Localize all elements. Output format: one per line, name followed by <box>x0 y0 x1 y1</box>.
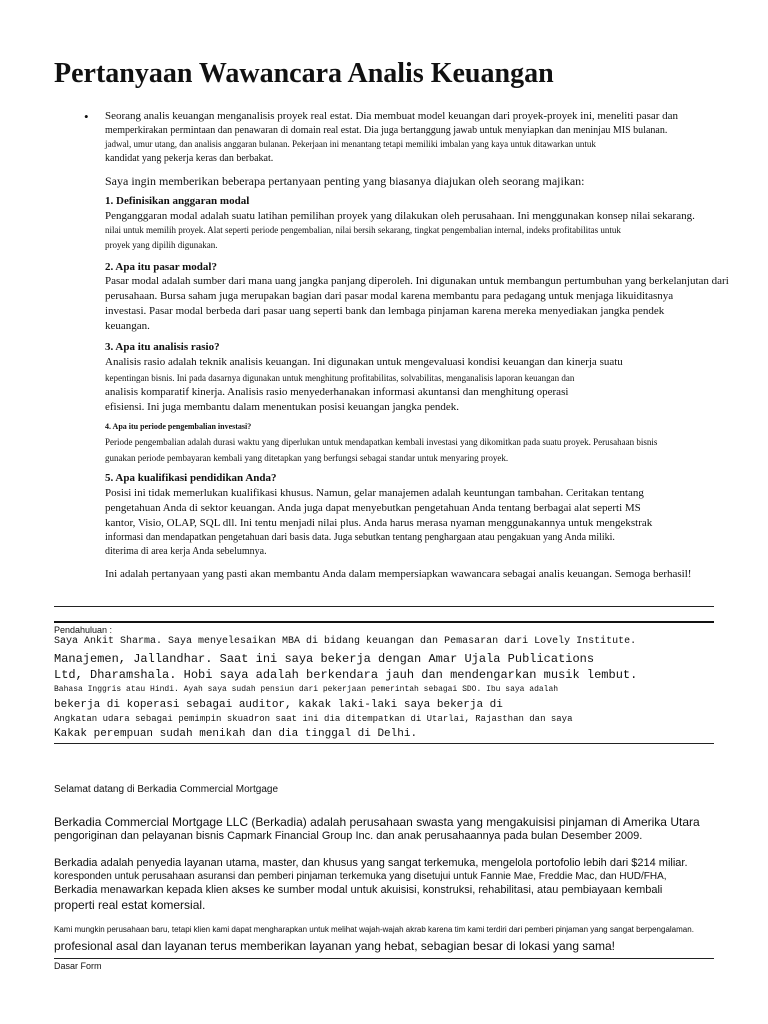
question-heading: 1. Definisikan anggaran modal <box>105 195 250 207</box>
question-heading: 4. Apa itu periode pengembalian investasi? <box>105 422 252 431</box>
intro-box-label: Pendahuluan : <box>54 625 113 635</box>
answer-line: Pasar modal adalah sumber dari mana uang jangka panjang diperoleh. Ini digunakan untuk membangun pertumbuhan yang berkelanjutan dari <box>105 275 729 287</box>
intro-line: jadwal, umur utang, dan analisis anggaran bulanan. Pekerjaan ini menantang tetapi memiliki imbalan yang kaya untuk ditawarkan untuk <box>105 139 596 149</box>
intro-line: memperkirakan permintaan dan penawaran di domain real estat. Dia juga bertanggung jawab untuk menyiapkan dan meninjau MIS bulanan. <box>105 125 668 136</box>
closing-text: Ini adalah pertanyaan yang pasti akan membantu Anda dalam mempersiapkan wawancara sebagai analis keuangan. Semoga berhasil! <box>105 568 692 580</box>
intro-box-line: Ltd, Dharamshala. Hobi saya adalah berkendara jauh dan mendengarkan musik lembut. <box>54 668 638 682</box>
answer-line: analisis komparatif kinerja. Analisis rasio menyederhanakan informasi akuntansi dan menghitung operasi <box>105 386 569 398</box>
answer-line: kantor, Visio, OLAP, SQL dll. Ini tentu menjadi nilai plus. Anda harus merasa nyaman menggunakannya untuk mengekstrak <box>105 517 653 529</box>
intro-box-line: Kakak perempuan sudah menikah dan dia tinggal di Delhi. <box>54 728 418 740</box>
welcome-line: Kami mungkin perusahaan baru, tetapi klien kami dapat mengharapkan untuk melihat wajah-wajah akrab karena tim kami terdiri dari pemberi pinjaman yang sangat berpengalaman. <box>54 925 694 934</box>
form-footer-label: Dasar Form <box>54 961 102 971</box>
welcome-line: pengoriginan dan pelayanan bisnis Capmark Financial Group Inc. dan anak perusahaannya pada bulan Desember 2009. <box>54 830 643 842</box>
question-heading: 5. Apa kualifikasi pendidikan Anda? <box>105 472 277 484</box>
answer-line: pengetahuan Anda di sektor keuangan. Anda juga dapat menyebutkan pengetahuan Anda tentang berbagai alat seperti MS <box>105 502 641 514</box>
divider <box>54 743 714 744</box>
answer-line: informasi dan mendapatkan pengetahuan dari basis data. Juga sebutkan tentang penghargaan atau pengakuan yang Anda miliki. <box>105 532 615 543</box>
answer-line: Periode pengembalian adalah durasi waktu yang diperlukan untuk mendapatkan kembali investasi yang dikomitkan pada suatu proyek. Perusahaan bisnis <box>105 437 658 447</box>
answer-line: efisiensi. Ini juga membantu dalam menentukan posisi keuangan jangka pendek. <box>105 401 460 413</box>
welcome-line: Berkadia adalah penyedia layanan utama, master, dan khusus yang sangat terkemuka, mengelola portofolio lebih dari $214 miliar. <box>54 857 688 869</box>
welcome-line: koresponden untuk perusahaan asuransi dan pemberi pinjaman terkemuka yang disetujui untuk Fannie Mae, Freddie Mac, dan HUD/FHA, <box>54 871 667 882</box>
intro-box-line: Saya Ankit Sharma. Saya menyelesaikan MBA di bidang keuangan dan Pemasaran dari Lovely Institute. <box>54 636 637 647</box>
intro-line: kandidat yang pekerja keras dan berbakat. <box>105 153 274 164</box>
intro-line: Seorang analis keuangan menganalisis proyek real estat. Dia membuat model keuangan dari proyek-proyek ini, meneliti pasar dan <box>105 110 679 122</box>
answer-line: gunakan periode pembayaran kembali yang ditetapkan yang berfungsi sebagai standar untuk menyaring proyek. <box>105 453 509 463</box>
answer-line: Penganggaran modal adalah suatu latihan pemilihan proyek yang dilakukan oleh perusahaan. Ini menggunakan konsep nilai sekarang. <box>105 210 695 222</box>
divider <box>54 621 714 623</box>
lead-text: Saya ingin memberikan beberapa pertanyaan penting yang biasanya diajukan oleh seorang majikan: <box>105 174 585 188</box>
welcome-line: properti real estat komersial. <box>54 898 206 912</box>
answer-line: Analisis rasio adalah teknik analisis keuangan. Ini digunakan untuk mengevaluasi kondisi keuangan dan kinerja suatu <box>105 356 623 368</box>
welcome-line: Berkadia Commercial Mortgage LLC (Berkadia) adalah perusahaan swasta yang mengakuisisi pinjaman di Amerika Utara <box>54 815 700 829</box>
question-heading: 3. Apa itu analisis rasio? <box>105 341 220 353</box>
intro-box-line: bekerja di koperasi sebagai auditor, kakak laki-laki saya bekerja di <box>54 699 503 711</box>
intro-box-line: Manajemen, Jallandhar. Saat ini saya bekerja dengan Amar Ujala Publications <box>54 652 595 666</box>
answer-line: keuangan. <box>105 320 150 332</box>
intro-box-line: Angkatan udara sebagai pemimpin skuadron saat ini dia ditempatkan di Utarlai, Rajasthan dan saya <box>54 714 573 724</box>
answer-line: kepentingan bisnis. Ini pada dasarnya digunakan untuk menghitung profitabilitas, solvabilitas, menganalisis laporan keuangan dan <box>105 373 575 383</box>
answer-line: diterima di area kerja Anda sebelumnya. <box>105 546 267 557</box>
answer-line: Posisi ini tidak memerlukan kualifikasi khusus. Namun, gelar manajemen adalah keuntungan tambahan. Ceritakan tentang <box>105 487 644 499</box>
welcome-line: profesional asal dan layanan terus memberikan layanan yang hebat, sebagian besar di lokasi yang sama! <box>54 939 616 953</box>
welcome-heading: Selamat datang di Berkadia Commercial Mortgage <box>54 784 278 795</box>
page-title: Pertanyaan Wawancara Analis Keuangan <box>54 58 554 89</box>
answer-line: perusahaan. Bursa saham juga merupakan bagian dari pasar modal karena membantu para pedagang untuk menjaga likuiditasnya <box>105 290 674 302</box>
divider <box>54 606 714 607</box>
intro-box-line: Bahasa Inggris atau Hindi. Ayah saya sudah pensiun dari pekerjaan pemerintah sebagai SDO. Ibu saya adalah <box>54 685 559 694</box>
question-heading: 2. Apa itu pasar modal? <box>105 261 217 273</box>
bullet-icon: • <box>84 109 89 124</box>
answer-line: proyek yang dipilih digunakan. <box>105 240 218 250</box>
answer-line: investasi. Pasar modal berbeda dari pasar uang seperti bank dan lembaga pinjaman karena mereka menyediakan jangka pendek <box>105 305 665 317</box>
divider <box>54 958 714 959</box>
answer-line: nilai untuk memilih proyek. Alat seperti periode pengembalian, nilai bersih sekarang, tingkat pengembalian internal, indeks profitabilitas untuk <box>105 225 621 235</box>
welcome-line: Berkadia menawarkan kepada klien akses ke sumber modal untuk akuisisi, konstruksi, rehabilitasi, atau pembiayaan kembali <box>54 884 663 896</box>
